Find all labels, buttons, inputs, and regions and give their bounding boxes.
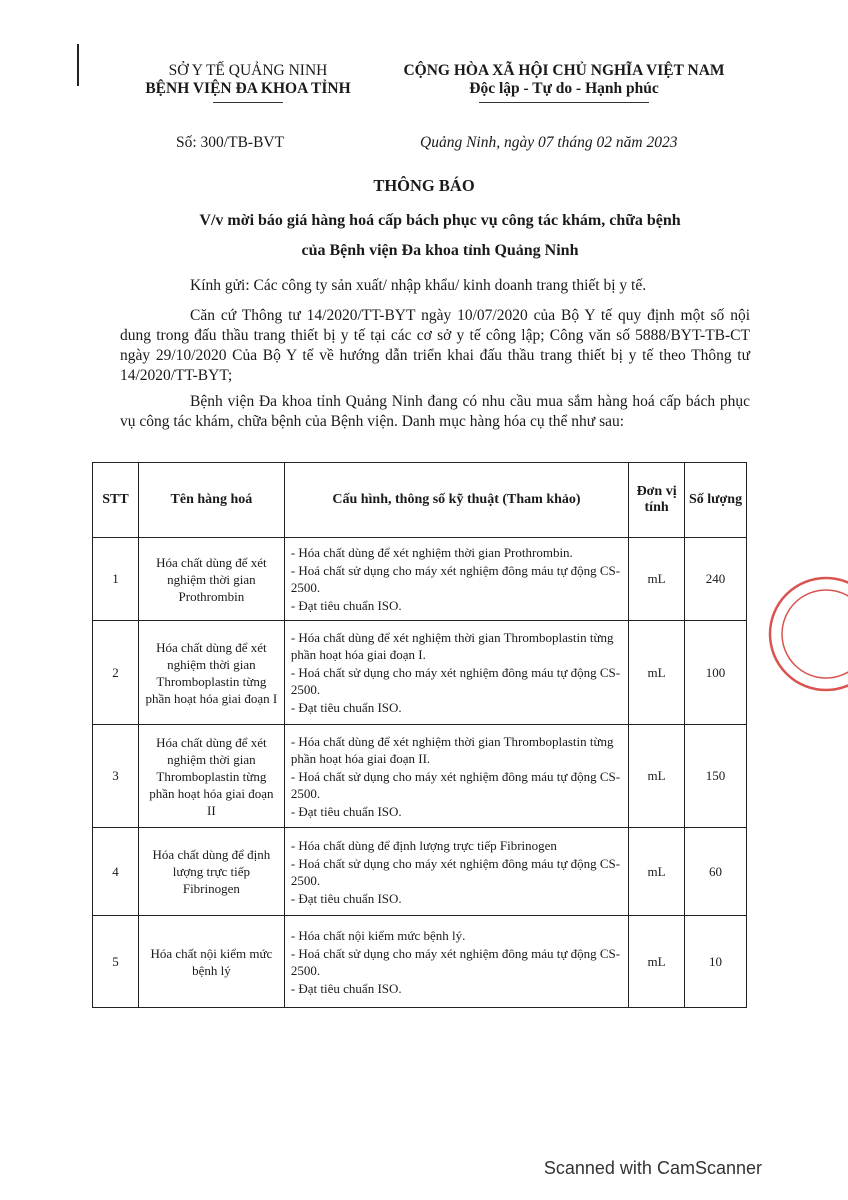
cell-unit: mL bbox=[629, 725, 685, 828]
col-header-name: Tên hàng hoá bbox=[138, 463, 284, 538]
spec-line: - Đạt tiêu chuẩn ISO. bbox=[290, 598, 402, 613]
greeting-paragraph: Kính gửi: Các công ty sản xuất/ nhập khẩu/ kinh doanh trang thiết bị y tế. bbox=[190, 277, 647, 294]
cell-stt: 2 bbox=[93, 621, 139, 725]
table-row bbox=[93, 725, 747, 828]
cell-spec bbox=[284, 725, 628, 828]
cell-unit: mL bbox=[629, 916, 685, 1008]
cell-spec bbox=[284, 916, 628, 1008]
cell-name: Hóa chất dùng để xét nghiệm thời gian Thromboplastin từng phần hoạt hóa giai đoạn I bbox=[138, 621, 284, 725]
cell-stt: 3 bbox=[93, 725, 139, 828]
subject-line-1: V/v mời báo giá hàng hoá cấp bách phục vụ công tác khám, chữa bệnh bbox=[199, 212, 681, 229]
agency-underline bbox=[213, 102, 283, 103]
col-header-qty: Số lượng bbox=[685, 463, 747, 538]
cell-name: Hóa chất nội kiểm mức bệnh lý bbox=[138, 916, 284, 1008]
spec-line: - Đạt tiêu chuẩn ISO. bbox=[290, 700, 402, 715]
cell-unit: mL bbox=[629, 621, 685, 725]
table-row bbox=[93, 828, 747, 916]
red-seal-stamp bbox=[756, 572, 848, 702]
cell-qty: 10 bbox=[685, 916, 747, 1008]
cell-spec bbox=[284, 828, 628, 916]
cell-qty: 60 bbox=[685, 828, 747, 916]
spec-line: - Hoá chất sử dụng cho máy xét nghiệm đông máu tự động CS-2500. bbox=[290, 855, 621, 888]
cell-unit: mL bbox=[629, 538, 685, 621]
cell-name: Hóa chất dùng để định lượng trực tiếp Fibrinogen bbox=[138, 828, 284, 916]
col-header-spec: Cấu hình, thông số kỹ thuật (Tham khảo) bbox=[284, 463, 628, 538]
document-number: Số: 300/TB-BVT bbox=[176, 134, 285, 151]
spec-line: - Hóa chất dùng để xét nghiệm thời gian Thromboplastin từng phần hoạt hóa giai đoạn II. bbox=[290, 733, 614, 766]
spec-line: - Hoá chất sử dụng cho máy xét nghiệm đông máu tự động CS-2500. bbox=[290, 768, 621, 801]
document-title: THÔNG BÁO bbox=[373, 176, 475, 195]
subject-line-2: của Bệnh viện Đa khoa tỉnh Quảng Ninh bbox=[301, 242, 579, 259]
cell-name: Hóa chất dùng để xét nghiệm thời gian Prothrombin bbox=[138, 538, 284, 621]
issue-date: Quảng Ninh, ngày 07 tháng 02 năm 2023 bbox=[420, 134, 678, 151]
spec-line: - Hóa chất dùng để xét nghiệm thời gian Thromboplastin từng phần hoạt hóa giai đoạn I. bbox=[290, 630, 614, 662]
cell-stt: 5 bbox=[93, 916, 139, 1008]
national-motto: Độc lập - Tự do - Hạnh phúc bbox=[469, 80, 659, 97]
spec-line: - Hóa chất dùng để xét nghiệm thời gian Prothrombin. bbox=[290, 545, 573, 560]
cell-stt: 1 bbox=[93, 538, 139, 621]
table-row bbox=[93, 916, 747, 1008]
col-header-stt: STT bbox=[93, 463, 139, 538]
cell-unit: mL bbox=[629, 828, 685, 916]
cell-spec bbox=[284, 538, 628, 621]
spec-line: - Hoá chất sử dụng cho máy xét nghiệm đông máu tự động CS-2500. bbox=[290, 945, 621, 978]
col-header-unit: Đơn vị tính bbox=[629, 463, 685, 538]
goods-table bbox=[92, 462, 747, 1008]
agency-parent: SỞ Y TẾ QUẢNG NINH bbox=[168, 62, 328, 79]
spec-line: - Hóa chất nội kiểm mức bệnh lý. bbox=[290, 927, 466, 943]
cell-qty: 240 bbox=[685, 538, 747, 621]
spec-line: - Hóa chất dùng để định lượng trực tiếp Fibrinogen bbox=[290, 837, 557, 853]
cell-name: Hóa chất dùng để xét nghiệm thời gian Thromboplastin từng phần hoạt hóa giai đoạn II bbox=[138, 725, 284, 828]
spec-line: - Hoá chất sử dụng cho máy xét nghiệm đông máu tự động CS-2500. bbox=[290, 563, 621, 595]
spec-line: - Hoá chất sử dụng cho máy xét nghiệm đông máu tự động CS-2500. bbox=[290, 665, 621, 697]
national-title: CỘNG HÒA XÃ HỘI CHỦ NGHĨA VIỆT NAM bbox=[403, 62, 725, 79]
cell-qty: 100 bbox=[685, 621, 747, 725]
agency-name: BỆNH VIỆN ĐA KHOA TỈNH bbox=[145, 80, 351, 97]
motto-underline bbox=[479, 102, 649, 103]
margin-mark bbox=[77, 44, 79, 86]
seal-inner-ring bbox=[782, 590, 848, 678]
spec-line: - Đạt tiêu chuẩn ISO. bbox=[290, 890, 402, 906]
table-row bbox=[93, 538, 747, 621]
legal-basis-paragraph: Căn cứ Thông tư 14/2020/TT-BYT ngày 10/07/2020 của Bộ Y tế quy định một số nội dung trong đấu thầu trang thiết bị y tế tại các cơ sở y tế công lập; Công văn số 5888/BYT-TB-CT ngày 29/10/2020 Của Bộ Y tế về hướng dẫn triển khai đấu thầu trang thiết bị y tế theo Thông tư 14/2020/TT-BYT; bbox=[120, 307, 750, 384]
document-subject bbox=[150, 206, 730, 266]
issuing-agency-header bbox=[118, 62, 378, 103]
scanner-watermark: Scanned with CamScanner bbox=[543, 1158, 762, 1178]
table-header-row bbox=[93, 463, 747, 538]
spec-line: - Đạt tiêu chuẩn ISO. bbox=[290, 803, 402, 819]
cell-spec bbox=[284, 621, 628, 725]
procurement-need-paragraph: Bệnh viện Đa khoa tỉnh Quảng Ninh đang có nhu cầu mua sắm hàng hoá cấp bách phục vụ công tác khám, chữa bệnh của Bệnh viện. Danh mục hàng hóa cụ thể như sau: bbox=[120, 393, 750, 430]
cell-qty: 150 bbox=[685, 725, 747, 828]
table-row bbox=[93, 621, 747, 725]
national-motto-header bbox=[384, 62, 744, 103]
spec-line: - Đạt tiêu chuẩn ISO. bbox=[290, 980, 402, 996]
cell-stt: 4 bbox=[93, 828, 139, 916]
